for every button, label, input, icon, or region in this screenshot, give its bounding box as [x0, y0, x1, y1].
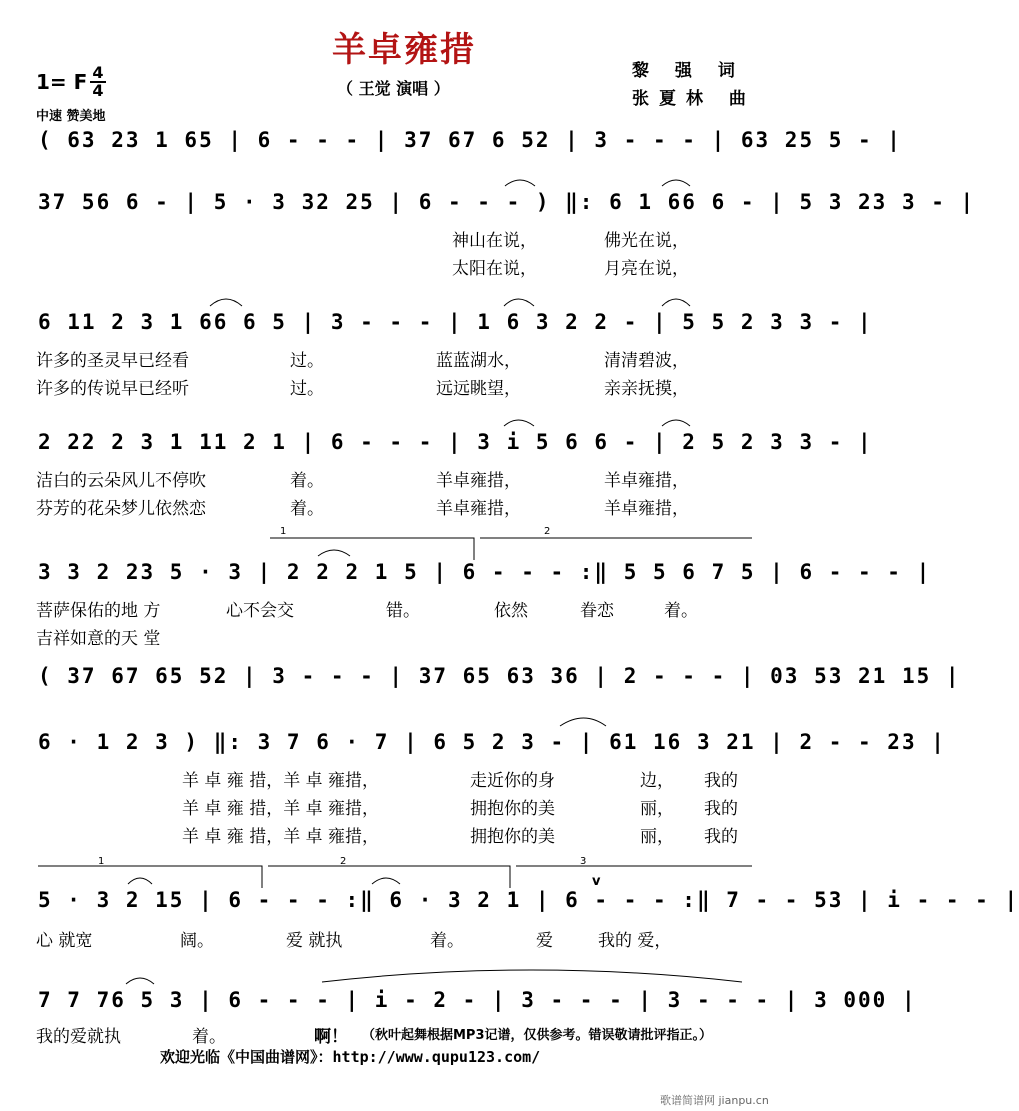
- slur-s3c: [662, 299, 690, 306]
- lyric-s4-v1-a: 洁白的云朵风儿不停吹: [36, 471, 206, 491]
- footer-website: 欢迎光临《中国曲谱网》：http://www.qupu123.com/: [160, 1048, 541, 1066]
- volta-2-number: 2: [544, 526, 551, 537]
- lyric-s3-v1-c: 蓝蓝湖水，: [436, 351, 521, 371]
- volta-2-number-s8: 2: [340, 856, 347, 867]
- volta-bracket-s8-1: [38, 866, 262, 888]
- slur-s9-long: [322, 970, 742, 982]
- lyric-s3-v1-b: 过。: [290, 351, 324, 371]
- lyric-s7-v3-b: 拥抱你的美: [470, 827, 555, 847]
- lyric-s9-c: 啊！: [314, 1027, 348, 1047]
- lyricist-credit: 黎 强 词: [632, 61, 745, 81]
- time-signature-top: 4: [92, 63, 104, 82]
- slur-s9: [126, 978, 154, 984]
- lyric-s3-v1-d: 清清碧波，: [604, 351, 689, 371]
- notation-system-9: 7 7 76 5 3 | 6 - - - | i - 2 - | 3 - - - | 3 - - - | 3 000 |: [38, 988, 917, 1012]
- tempo-marking: 中速 赞美地: [36, 109, 106, 124]
- notation-system-2: 37 56 6 - | 5 · 3 32 25 | 6 - - - ) ‖: 6 1 66 6 - | 5 3 23 3 - |: [38, 190, 976, 214]
- lyric-s3-v1-a: 许多的圣灵早已经看: [36, 351, 189, 371]
- lyric-s2-v1-b: 佛光在说，: [604, 231, 689, 251]
- lyric-s7-v1-d: 我的: [704, 771, 738, 791]
- watermark: 歌谱简谱网 jianpu.cn: [660, 1094, 769, 1107]
- breath-mark: v: [592, 874, 601, 889]
- volta-bracket-1: [270, 538, 474, 560]
- song-title: 羊卓雍措: [332, 30, 476, 70]
- lyric-s8-a: 心 就宽: [36, 931, 93, 951]
- lyric-s5-v1-c: 错。: [386, 601, 420, 621]
- lyric-s7-v3-c: 丽，: [640, 827, 674, 847]
- lyric-s7-v3-d: 我的: [704, 827, 738, 847]
- lyric-s8-c: 爱 就执: [286, 931, 343, 951]
- lyric-s5-v1-b: 心不会交: [226, 601, 294, 621]
- slur-s3b: [504, 299, 534, 306]
- slur-s8b: [372, 878, 400, 884]
- lyric-s9-a: 我的爱就执: [36, 1027, 121, 1047]
- notation-system-7: 6 · 1 2 3 ) ‖: 3 7 6 · 7 | 6 5 2 3 - | 61 16 3 21 | 2 - - 23 |: [38, 730, 946, 754]
- lyric-s5-v1-d: 依然: [494, 601, 528, 621]
- time-signature-bottom: 4: [92, 81, 104, 100]
- notation-system-8: 5 · 3 2 15 | 6 - - - :‖ 6 · 3 2 1 | 6 - - - :‖ 7 - - 53 | i - - - |: [38, 888, 1019, 912]
- lyric-s2-v1-a: 神山在说，: [452, 231, 537, 251]
- lyric-s5-v1-f: 着。: [664, 601, 698, 621]
- slur-s3: [210, 299, 242, 306]
- slur-s8: [128, 878, 152, 884]
- lyric-s3-v2-b: 过。: [290, 379, 324, 399]
- lyric-s2-v2-a: 太阳在说，: [452, 259, 537, 279]
- lyric-s7-v1-a: 羊 卓 雍 措，羊 卓 雍措，: [182, 771, 380, 791]
- lyric-s2-v2-b: 月亮在说，: [604, 259, 689, 279]
- volta-1-number: 1: [280, 526, 287, 537]
- volta-3-number-s8: 3: [580, 856, 587, 867]
- key-signature: 1= F: [36, 70, 88, 94]
- performer-credit: （ 王觉 演唱 ）: [337, 79, 450, 98]
- lyric-s8-d: 着。: [430, 931, 464, 951]
- lyric-s5-v2-a: 吉祥如意的天 堂: [36, 629, 161, 649]
- lyric-s3-v2-a: 许多的传说早已经听: [36, 379, 189, 399]
- notation-system-1: ( 63 23 1 65 | 6 - - - | 37 67 6 52 | 3 - - - | 63 25 5 - |: [38, 128, 902, 152]
- lyric-s5-v1-e: 眷恋: [580, 601, 614, 621]
- lyric-s7-v1-b: 走近你的身: [470, 771, 555, 791]
- slur-s5: [318, 550, 350, 556]
- volta-bracket-s8-2: [268, 866, 510, 888]
- notation-system-5: 3 3 2 23 5 · 3 | 2 2 2 1 5 | 6 - - - :‖ 5 5 6 7 5 | 6 - - - |: [38, 560, 932, 584]
- slur-s2b: [662, 180, 690, 186]
- lyric-s4-v2-a: 芬芳的花朵梦儿依然恋: [36, 499, 206, 519]
- lyric-s8-f: 我的 爱，: [598, 931, 672, 951]
- lyric-s7-v2-d: 我的: [704, 799, 738, 819]
- notation-system-4: 2 22 2 3 1 11 2 1 | 6 - - - | 3 i 5 6 6 - | 2 5 2 3 3 - |: [38, 430, 873, 454]
- lyric-s5-v1-a: 菩萨保佑的地 方: [36, 601, 161, 621]
- lyric-s4-v1-c: 羊卓雍措，: [436, 471, 521, 491]
- lyric-s7-v2-b: 拥抱你的美: [470, 799, 555, 819]
- lyric-s8-e: 爱: [536, 931, 553, 951]
- notation-system-6: ( 37 67 65 52 | 3 - - - | 37 65 63 36 | 2 - - - | 03 53 21 15 |: [38, 664, 961, 688]
- lyric-s4-v2-b: 着。: [290, 499, 324, 519]
- notation-system-3: 6 11 2 3 1 66 6 5 | 3 - - - | 1 6 3 2 2 - | 5 5 2 3 3 - |: [38, 310, 873, 334]
- lyric-s4-v1-d: 羊卓雍措，: [604, 471, 689, 491]
- composer-credit: 张夏林 曲: [632, 89, 756, 109]
- lyric-s7-v1-c: 边，: [640, 771, 674, 791]
- slur-s7: [560, 718, 606, 726]
- lyric-s7-v2-c: 丽，: [640, 799, 674, 819]
- volta-1-number-s8: 1: [98, 856, 105, 867]
- lyric-s7-v3-a: 羊 卓 雍 措，羊 卓 雍措，: [182, 827, 380, 847]
- slur-s4: [504, 420, 534, 426]
- lyric-s9-b: 着。: [192, 1027, 226, 1047]
- lyric-s4-v2-d: 羊卓雍措，: [604, 499, 689, 519]
- slur-s4b: [662, 420, 690, 426]
- transcription-note: （秋叶起舞根据MP3记谱，仅供参考。错误敬请批评指正。）: [362, 1028, 713, 1043]
- slur-s2: [505, 180, 535, 186]
- lyric-s8-b: 阔。: [180, 931, 214, 951]
- lyric-s4-v2-c: 羊卓雍措，: [436, 499, 521, 519]
- lyric-s4-v1-b: 着。: [290, 471, 324, 491]
- lyric-s3-v2-d: 亲亲抚摸，: [604, 379, 689, 399]
- lyric-s7-v2-a: 羊 卓 雍 措，羊 卓 雍措，: [182, 799, 380, 819]
- lyric-s3-v2-c: 远远眺望，: [436, 379, 521, 399]
